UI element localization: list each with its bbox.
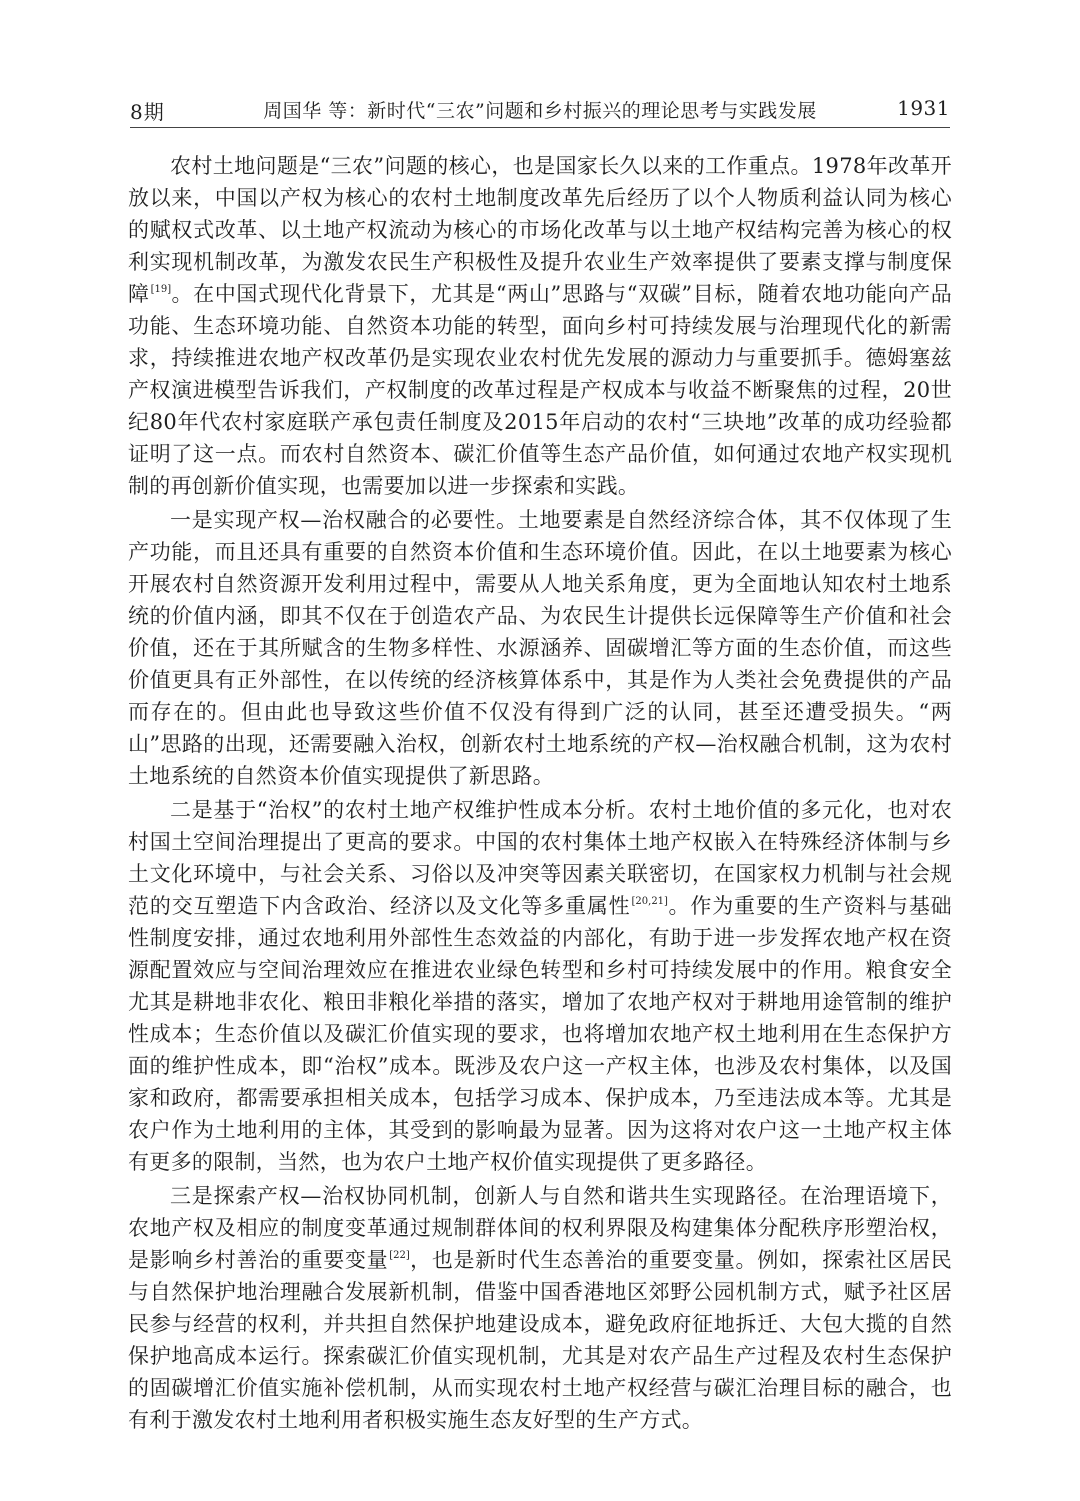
paragraph-text: 二是基于“治权”的农村土地产权维护性成本分析。农村土地价值的多元化，也对农村国土空间治理提出了更高的要求。中国的农村集体土地产权嵌入在特殊经济体制与乡土文化环境中，与社会关系、习俗以及冲突等因素关联密切，在国家权力机制与社会规范的交互塑造下内含政治、经济以及文化等多重属性 bbox=[128, 798, 952, 918]
citation-19: [19] bbox=[150, 284, 172, 295]
citation-22: [22] bbox=[389, 1250, 410, 1261]
paragraph-land-reform bbox=[128, 150, 952, 502]
citation-20-21: [20,21] bbox=[631, 896, 668, 907]
page-number: 1931 bbox=[897, 96, 950, 120]
paragraph-text: 。在中国式现代化背景下，尤其是“两山”思路与“双碳”目标，随着农地功能向产品功能、生态环境功能、自然资本功能的转型，面向乡村可持续发展与治理现代化的新需求，持续推进农地产权改革仍是实现农业农村优先发展的源动力与重要抓手。德姆塞兹产权演进模型告诉我们，产权制度的改革过程是产权成本与收益不断聚焦的过程，20世纪80年代农村家庭联产承包责任制度及2015年启动的农村“三块地”改革的成功经验都证明了这一点。而农村自然资本、碳汇价值等生态产品价值，如何通过农地产权实现机制的再创新价值实现，也需要加以进一步探索和实践。 bbox=[128, 282, 952, 498]
paragraph-text: 三是探索产权—治权协同机制，创新人与自然和谐共生实现路径。在治理语境下，农地产权及相应的制度变革通过规制群体间的权利界限及构建集体分配秩序形塑治权，是影响乡村善治的重要变量 bbox=[128, 1184, 952, 1272]
issue-label: 8期 bbox=[130, 100, 165, 124]
paragraph-text: 农村土地问题是“三农”问题的核心，也是国家长久以来的工作重点。1978年改革开放以来，中国以产权为核心的农村土地制度改革先后经历了以个人物质利益认同为核心的赋权式改革、以土地产权流动为核心的市场化改革与以土地产权结构完善为核心的权利实现机制改革，为激发农民生产积极性及提升农业生产效率提供了要素支撑与制度保障 bbox=[128, 154, 952, 306]
paragraph-point-three bbox=[128, 1180, 952, 1436]
paragraph-point-one bbox=[128, 504, 952, 792]
paragraph-text: 一是实现产权—治权融合的必要性。土地要素是自然经济综合体，其不仅体现了生产功能，而且还具有重要的自然资本价值和生态环境价值。因此，在以土地要素为核心开展农村自然资源开发利用过程中，需要从人地关系角度，更为全面地认知农村土地系统的价值内涵，即其不仅在于创造农产品、为农民生计提供长远保障等生产价值和社会价值，还在于其所赋含的生物多样性、水源涵养、固碳增汇等方面的生态价值，而这些价值更具有正外部性，在以传统的经济核算体系中，其是作为人类社会免费提供的产品而存在的。但由此也导致这些价值不仅没有得到广泛的认同，甚至还遭受损失。“两山”思路的出现，还需要融入治权，创新农村土地系统的产权—治权融合机制，这为农村土地系统的自然资本价值实现提供了新思路。 bbox=[128, 508, 952, 788]
running-header bbox=[130, 92, 950, 126]
paragraph-text: 。作为重要的生产资料与基础性制度安排，通过农地利用外部性生态效益的内部化，有助于进一步发挥农地产权在资源配置效应与空间治理效应在推进农业绿色转型和乡村可持续发展中的作用。粮食安全尤其是耕地非农化、粮田非粮化举措的落实，增加了农地产权对于耕地用途管制的维护性成本；生态价值以及碳汇价值实现的要求，也将增加农地产权土地利用在生态保护方面的维护性成本，即“治权”成本。既涉及农户这一产权主体，也涉及农村集体，以及国家和政府，都需要承担相关成本，包括学习成本、保护成本，乃至违法成本等。尤其是农户作为土地利用的主体，其受到的影响最为显著。因为这将对农户这一土地产权主体有更多的限制，当然，也为农户土地产权价值实现提供了更多路径。 bbox=[128, 894, 952, 1174]
paragraph-point-two bbox=[128, 794, 952, 1178]
running-title: 周国华 等：新时代“三农”问题和乡村振兴的理论思考与实践发展 bbox=[263, 100, 817, 122]
paragraph-text: ，也是新时代生态善治的重要变量。例如，探索社区居民与自然保护地治理融合发展新机制，借鉴中国香港地区郊野公园机制方式，赋予社区居民参与经营的权利，并共担自然保护地建设成本，避免政府征地拆迁、大包大揽的自然保护地高成本运行。探索碳汇价值实现机制，尤其是对农产品生产过程及农村生态保护的固碳增汇价值实施补偿机制，从而实现农村土地产权经营与碳汇治理目标的融合，也有利于激发农村土地利用者积极实施生态友好型的生产方式。 bbox=[128, 1248, 952, 1432]
header-divider bbox=[130, 127, 950, 128]
article-body bbox=[128, 150, 952, 1438]
